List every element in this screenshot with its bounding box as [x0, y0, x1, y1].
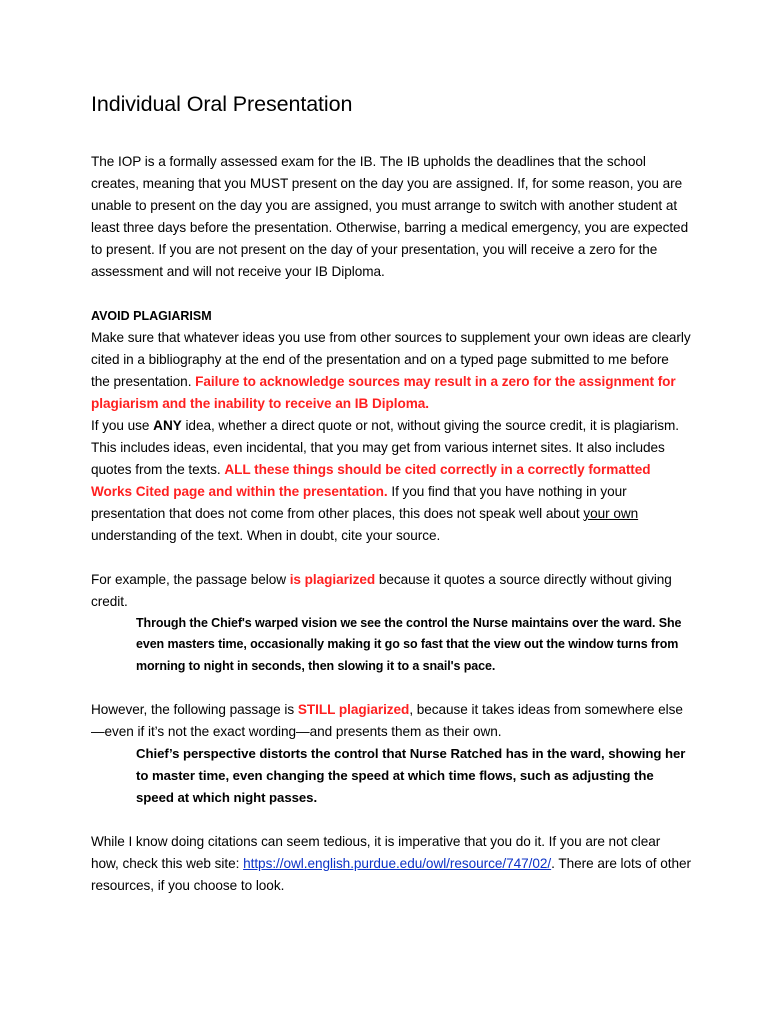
plagiarism-text: idea, whether a direct quote or not, without giving the source credit, it is plagiarism. This includes ideas, even incidental, that you may get from various internet sites. It also includes quotes from the texts.: [91, 417, 679, 477]
closing-text: While I know doing citations can seem tedious, it is imperative that you do it. If you are not clear how, check this web site:: [91, 834, 661, 872]
example-1-quote: Through the Chief's warped vision we see the control the Nurse maintains over the ward. She even masters time, occasionally making it go so fast that the view out the window turns from morning to night in seconds, then slowing it to a snail's pace.: [136, 615, 682, 673]
example-text: However, the following passage is: [91, 702, 298, 718]
plagiarism-text: If you use: [91, 417, 154, 433]
closing-text: . There are lots of other resources, if you choose to look.: [91, 856, 691, 894]
plagiarism-paragraph-1: [91, 327, 691, 415]
example-text: because it quotes a source directly without giving credit.: [91, 571, 672, 609]
example-1-paragraph: [91, 569, 691, 613]
spacer: [91, 677, 691, 699]
closing-paragraph: [91, 831, 691, 897]
spacer: [91, 809, 691, 831]
plagiarism-text: understanding of the text. When in doubt, cite your source.: [91, 527, 441, 543]
citation-warning: ALL these things should be cited correctly in a correctly formatted Works Cited page and within the presentation.: [91, 461, 651, 499]
page-title: Individual Oral Presentation: [91, 92, 353, 116]
example-text: , because it takes ideas from somewhere else—even if it’s not the exact wording—and presents them as their own.: [91, 702, 683, 740]
underlined-your-own: your own: [583, 505, 639, 521]
plagiarism-paragraph-2: [91, 415, 691, 547]
intro-paragraph: The IOP is a formally assessed exam for the IB. The IB upholds the deadlines that the school creates, meaning that you MUST present on the day you are assigned. If, for some reason, you are unable to present on the day you are assigned, you must arrange to switch with another student at least three days before the presentation. Otherwise, barring a medical emergency, you are expected to present. If you are not present on the day of your presentation, you will receive a zero for the assessment and will not receive your IB Diploma.: [91, 153, 689, 279]
plagiarism-warning: Failure to acknowledge sources may result in a zero for the assignment for plagiarism and the inability to receive an IB Diploma.: [91, 373, 676, 411]
purdue-owl-link[interactable]: https://owl.english.purdue.edu/owl/resource/747/02/: [243, 856, 552, 872]
example-text: For example, the passage below: [91, 571, 290, 587]
plagiarism-text: Make sure that whatever ideas you use from other sources to supplement your own ideas are clearly cited in a bibliography at the end of the presentation and on a typed page submitted to me before the presentation.: [91, 329, 691, 389]
plagiarism-text: If you find that you have nothing in your presentation that does not come from other places, this does not speak well about: [91, 483, 627, 521]
document-page: [91, 92, 691, 897]
spacer: [91, 283, 691, 305]
example-2-quote: Chief’s perspective distorts the control that Nurse Ratched has in the ward, showing her to master time, even changing the speed at which time flows, such as adjusting the speed at which night passes.: [136, 746, 686, 806]
section-heading: AVOID PLAGIARISM: [91, 308, 212, 323]
spacer: [91, 547, 691, 569]
example-2-paragraph: [91, 699, 691, 743]
still-plagiarized-flag: STILL plagiarized: [297, 702, 410, 718]
emphasis-any: ANY: [153, 417, 182, 433]
plagiarized-flag: is plagiarized: [289, 571, 376, 587]
